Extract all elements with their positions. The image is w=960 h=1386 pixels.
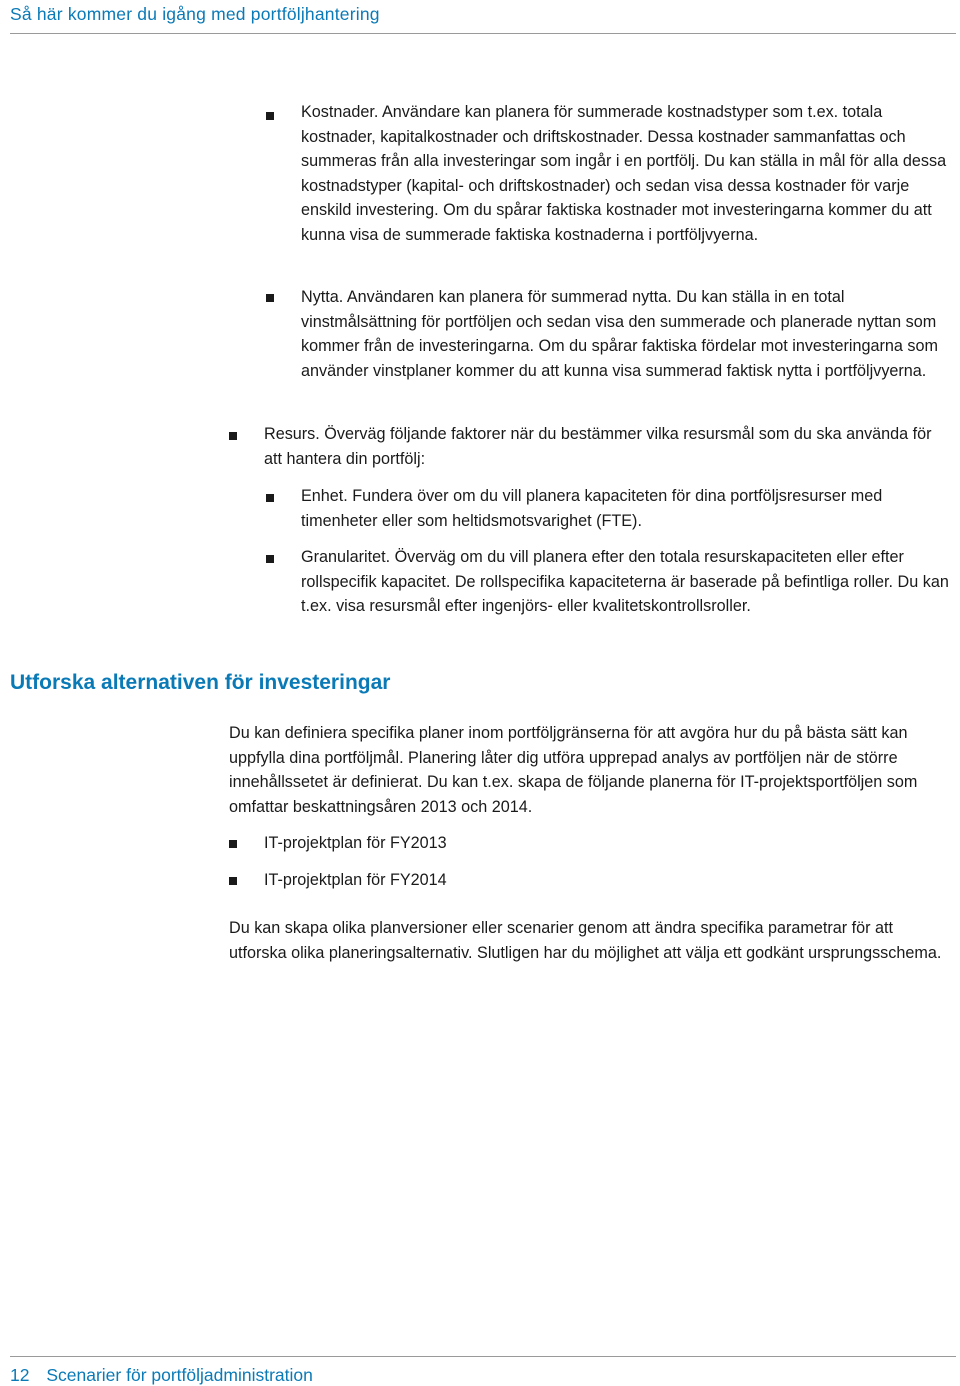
footer-title: Scenarier för portföljadministration: [46, 1365, 313, 1385]
list-item-plan-2013: IT-projektplan för FY2013: [264, 834, 447, 852]
header-title: Så här kommer du igång med portföljhantering: [10, 4, 380, 24]
bullet-icon: [266, 294, 274, 302]
page-number: 12: [10, 1365, 30, 1385]
list-item-granularitet: Granularitet. Överväg om du vill planera efter den totala resurskapaciteten eller efter rollspecifik kapacitet. De rollspecifika kapaciteterna är baserade på befintliga roller. Du kan t.ex. visa resursmål efter ingenjörs- eller kvalitetskontrollsroller.: [301, 548, 949, 616]
list-item-kostnader: Kostnader. Användare kan planera för summerade kostnadstyper som t.ex. totala kostnader, kapitalkostnader och driftskostnader. Dessa kostnader sammanfattas och summeras från alla investeringar som ingår i en portfölj. Du kan ställa in mål för alla dessa kostnadstyper (kapital- och driftskostnader) och sedan visa dessa kostnader för varje enskild investering. Om du spårar faktiska kostnader mot investeringarna kommer du att kunna visa de summerade faktiska kostnaderna i portföljvyerna.: [301, 103, 947, 244]
bullet-icon: [266, 555, 274, 563]
page-footer: [10, 1356, 956, 1386]
section-title: Utforska alternativen för investeringar: [10, 671, 391, 694]
list-item-plan-2014: IT-projektplan för FY2014: [264, 871, 447, 889]
page-header: [10, 4, 956, 34]
bullet-icon: [266, 494, 274, 502]
bullet-icon: [229, 840, 237, 848]
list-item-resurs: Resurs. Överväg följande faktorer när du bestämmer vilka resursmål som du ska använda för att hantera din portfölj:: [264, 425, 932, 468]
bullet-icon: [229, 432, 237, 440]
section-intro: Du kan definiera specifika planer inom portföljgränserna för att avgöra hur du på bästa sätt kan uppfylla dina portföljmål. Planering låter dig utföra upprepad analys av portföljen när de större innehållssetet är definierat. Du kan t.ex. skapa de följande planerna för IT-projektsportföljen som omfattar beskattningsåren 2013 och 2014.: [229, 724, 918, 816]
list-item-enhet: Enhet. Fundera över om du vill planera kapaciteten för dina portföljsresurser med timenheter eller som heltidsmotsvarighet (FTE).: [301, 487, 883, 530]
bullet-icon: [266, 112, 274, 120]
list-item-nytta: Nytta. Användaren kan planera för summerad nytta. Du kan ställa in en total vinstmålsättning för portföljen och sedan visa den summerade och planerade nyttan som kommer från de investeringarna. Om du spårar faktiska fördelar mot investeringarna som använder vinstplaner kommer du att kunna visa summerad faktisk nytta i portföljvyerna.: [301, 288, 938, 380]
bullet-icon: [229, 877, 237, 885]
section-outro: Du kan skapa olika planversioner eller scenarier genom att ändra specifika parametrar för att utforska olika planeringsalternativ. Slutligen har du möjlighet att välja ett godkänt ursprungsschema.: [229, 919, 942, 962]
